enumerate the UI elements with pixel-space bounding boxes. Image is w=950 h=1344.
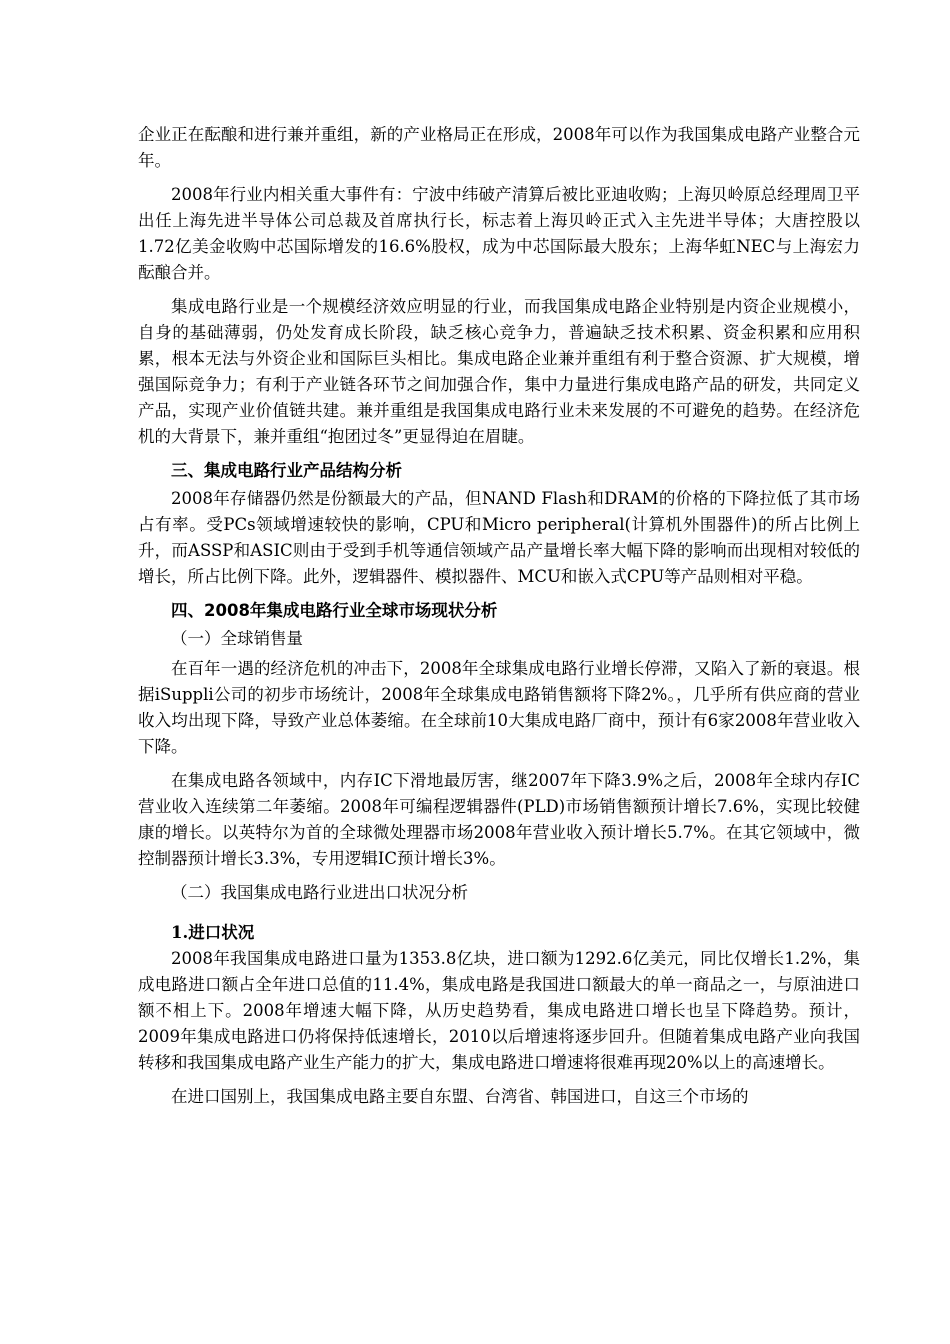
subsection-heading-global-sales: （一）全球销售量 xyxy=(171,629,303,648)
sub-heading-import: 1.进口状况 xyxy=(171,923,255,942)
subsection-heading-import-export: （二）我国集成电路行业进出口状况分析 xyxy=(171,883,468,902)
paragraph-mergers: 集成电路行业是一个规模经济效应明显的行业，而我国集成电路企业特别是内资企业规模小，自身的基础薄弱，仍处发育成长阶段，缺乏核心竞争力，普遍缺乏技术积累、资金积累和应用积累，根本无法与外资企业和国际巨头相比。集成电路企业兼并重组有利于整合资源、扩大规模，增强国际竞争力；有利于产业链各环节之间加强合作，集中力量进行集成电路产品的研发，共同定义产品，实现产业价值链共建。兼并重组是我国集成电路行业未来发展的不可避免的趋势。在经济危机的大背景下，兼并重组“抱团过冬”更显得迫在眉睫。 xyxy=(138,297,860,446)
paragraph-global-sales: 在百年一遇的经济危机的冲击下，2008年全球集成电路行业增长停滞，又陷入了新的衰退。根据iSuppli公司的初步市场统计，2008年全球集成电路销售额将下降2%。，几乎所有供应商的营业收入均出现下降，导致产业总体萎缩。在全球前10大集成电路厂商中，预计有6家2008年营业收入下降。 xyxy=(138,659,860,756)
paragraph-import-countries: 在进口国别上，我国集成电路主要自东盟、台湾省、韩国进口，自这三个市场的 xyxy=(171,1087,749,1106)
paragraph-segments: 在集成电路各领域中，内存IC下滑地最厉害，继2007年下降3.9%之后，2008年全球内存IC营业收入连续第二年萎缩。2008年可编程逻辑器件(PLD)市场销售额预计增长7.6%，实现比较健康的增长。以英特尔为首的全球微处理器市场2008年营业收入预计增长5.7%。在其它领域中，微控制器预计增长3.3%，专用逻辑IC预计增长3%。 xyxy=(138,771,860,868)
paragraph-industry-integration: 企业正在酝酿和进行兼并重组，新的产业格局正在形成，2008年可以作为我国集成电路产业整合元年。 xyxy=(138,125,860,170)
section-heading-global-market: 四、2008年集成电路行业全球市场现状分析 xyxy=(171,601,498,620)
document-body xyxy=(138,122,860,1118)
section-heading-product-structure: 三、集成电路行业产品结构分析 xyxy=(171,461,402,480)
paragraph-import-status: 2008年我国集成电路进口量为1353.8亿块，进口额为1292.6亿美元，同比仅增长1.2%，集成电路进口额占全年进口总值的11.4%，集成电路是我国进口额最大的单一商品之一，与原油进口额不相上下。2008年增速大幅下降，从历史趋势看，集成电路进口增长也呈下降趋势。预计，2009年集成电路进口仍将保持低速增长，2010以后增速将逐步回升。但随着集成电路产业向我国转移和我国集成电路产业生产能力的扩大，集成电路进口增速将很难再现20%以上的高速增长。 xyxy=(138,949,860,1072)
paragraph-major-events: 2008年行业内相关重大事件有：宁波中纬破产清算后被比亚迪收购；上海贝岭原总经理周卫平出任上海先进半导体公司总裁及首席执行长，标志着上海贝岭正式入主先进半导体；大唐控股以1.72亿美金收购中芯国际增发的16.6%股权，成为中芯国际最大股东；上海华虹NEC与上海宏力酝酿合并。 xyxy=(138,185,860,282)
paragraph-product-structure: 2008年存储器仍然是份额最大的产品，但NAND Flash和DRAM的价格的下降拉低了其市场占有率。受PCs领域增速较快的影响，CPU和Micro peripheral(计算机外围器件)的所占比例上升，而ASSP和ASIC则由于受到手机等通信领域产品产量增长率大幅下降的影响而出现相对较低的增长，所占比例下降。此外，逻辑器件、模拟器件、MCU和嵌入式CPU等产品则相对平稳。 xyxy=(138,489,860,586)
